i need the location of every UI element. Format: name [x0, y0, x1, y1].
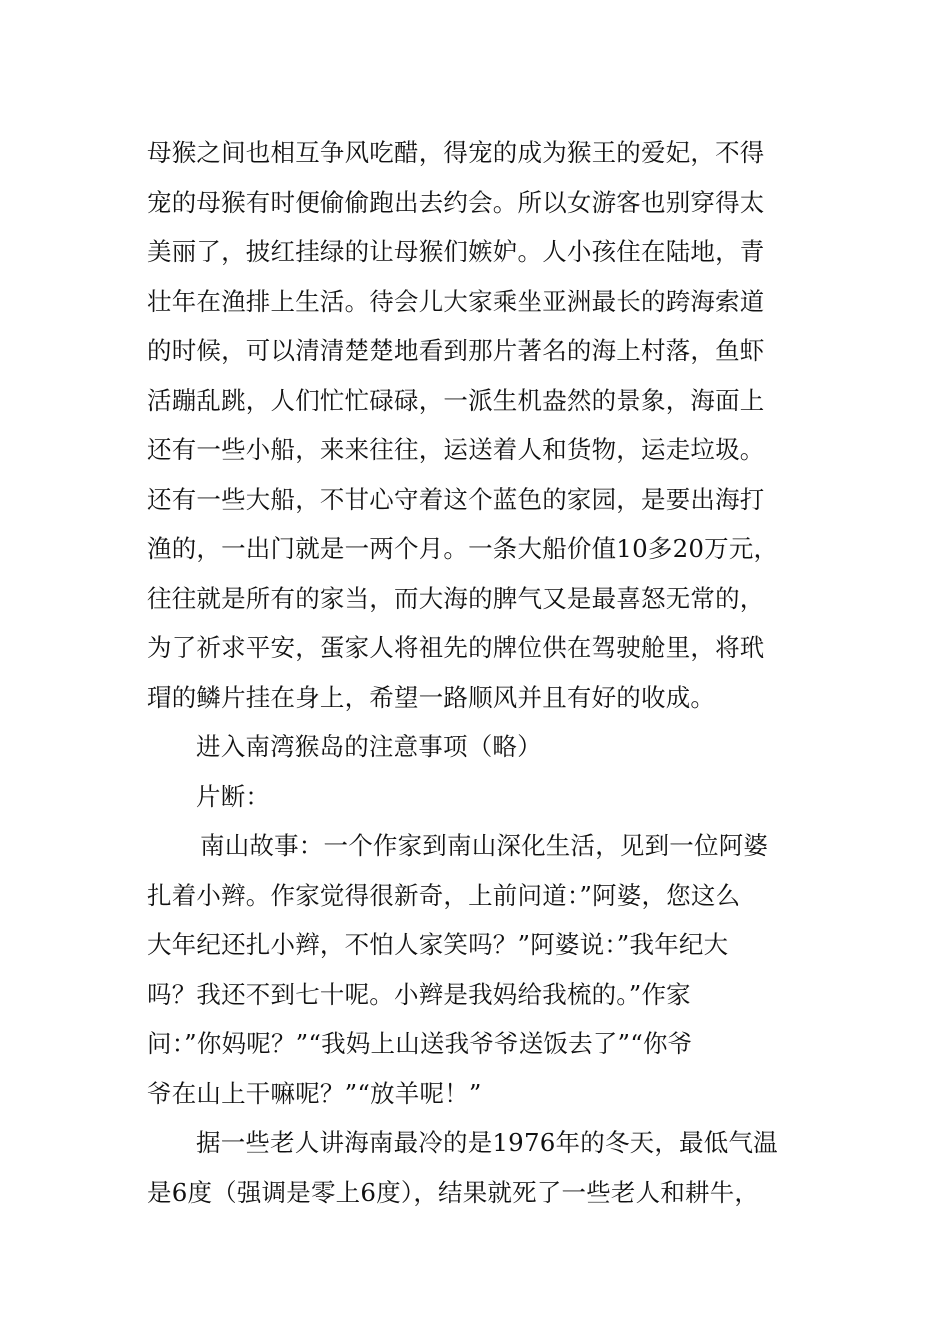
text-line: 壮年在渔排上生活。待会儿大家乘坐亚洲最长的跨海索道 — [147, 286, 765, 316]
text-line: 美丽了，披红挂绿的让母猴们嫉妒。人小孩住在陆地，青 — [147, 237, 765, 266]
text-line: 瑁的鳞片挂在身上，希望一路顺风并且有好的收成。 — [147, 682, 716, 712]
text-line: 往往就是所有的家当，而大海的脾气又是最喜怒无常的， — [147, 583, 765, 613]
text-line: 大年纪还扎小辫，不怕人家笑吗？”阿婆说：”我年纪大 — [147, 930, 729, 959]
paragraph-start: 南山故事：一个作家到南山深化生活，见到一位阿婆 — [200, 831, 769, 860]
text-line: 母猴之间也相互争风吃醋，得宠的成为猴王的爱妃，不得 — [147, 138, 765, 167]
paragraph-start: 据一些老人讲海南最冷的是1976年的冬天，最低气温 — [196, 1128, 778, 1157]
text-line: 渔的，一出门就是一两个月。一条大船价值10多20万元， — [147, 534, 779, 563]
text-line: 宠的母猴有时便偷偷跑出去约会。所以女游客也别穿得太 — [147, 187, 765, 217]
document-body — [147, 128, 817, 1217]
section-heading: 进入南湾猴岛的注意事项（略） — [196, 732, 542, 761]
text-line: 的时候，可以清清楚楚地看到那片著名的海上村落，鱼虾 — [147, 336, 765, 365]
text-line: 为了祈求平安，蛋家人将祖先的牌位供在驾驶舱里，将玳 — [147, 633, 765, 662]
text-line: 活蹦乱跳，人们忙忙碌碌，一派生机盎然的景象，海面上 — [147, 385, 765, 415]
text-line: 还有一些小船，来来往往，运送着人和货物，运走垃圾。 — [147, 435, 765, 464]
text-line: 还有一些大船，不甘心守着这个蓝色的家园，是要出海打 — [147, 484, 765, 514]
text-line: 是6度（强调是零上6度），结果就死了一些老人和耕牛， — [147, 1177, 760, 1207]
text-line: 问：”你妈呢？”“我妈上山送我爷爷送饭去了”“你爷 — [147, 1029, 693, 1058]
text-line: 吗？我还不到七十呢。小辫是我妈给我梳的。”作家 — [147, 979, 691, 1009]
text-line: 扎着小辫。作家觉得很新奇，上前问道：”阿婆，您这么 — [147, 880, 741, 910]
section-label: 片断： — [196, 781, 271, 811]
text-line: 爷在山上干嘛呢？”“放羊呢！” — [147, 1078, 482, 1108]
